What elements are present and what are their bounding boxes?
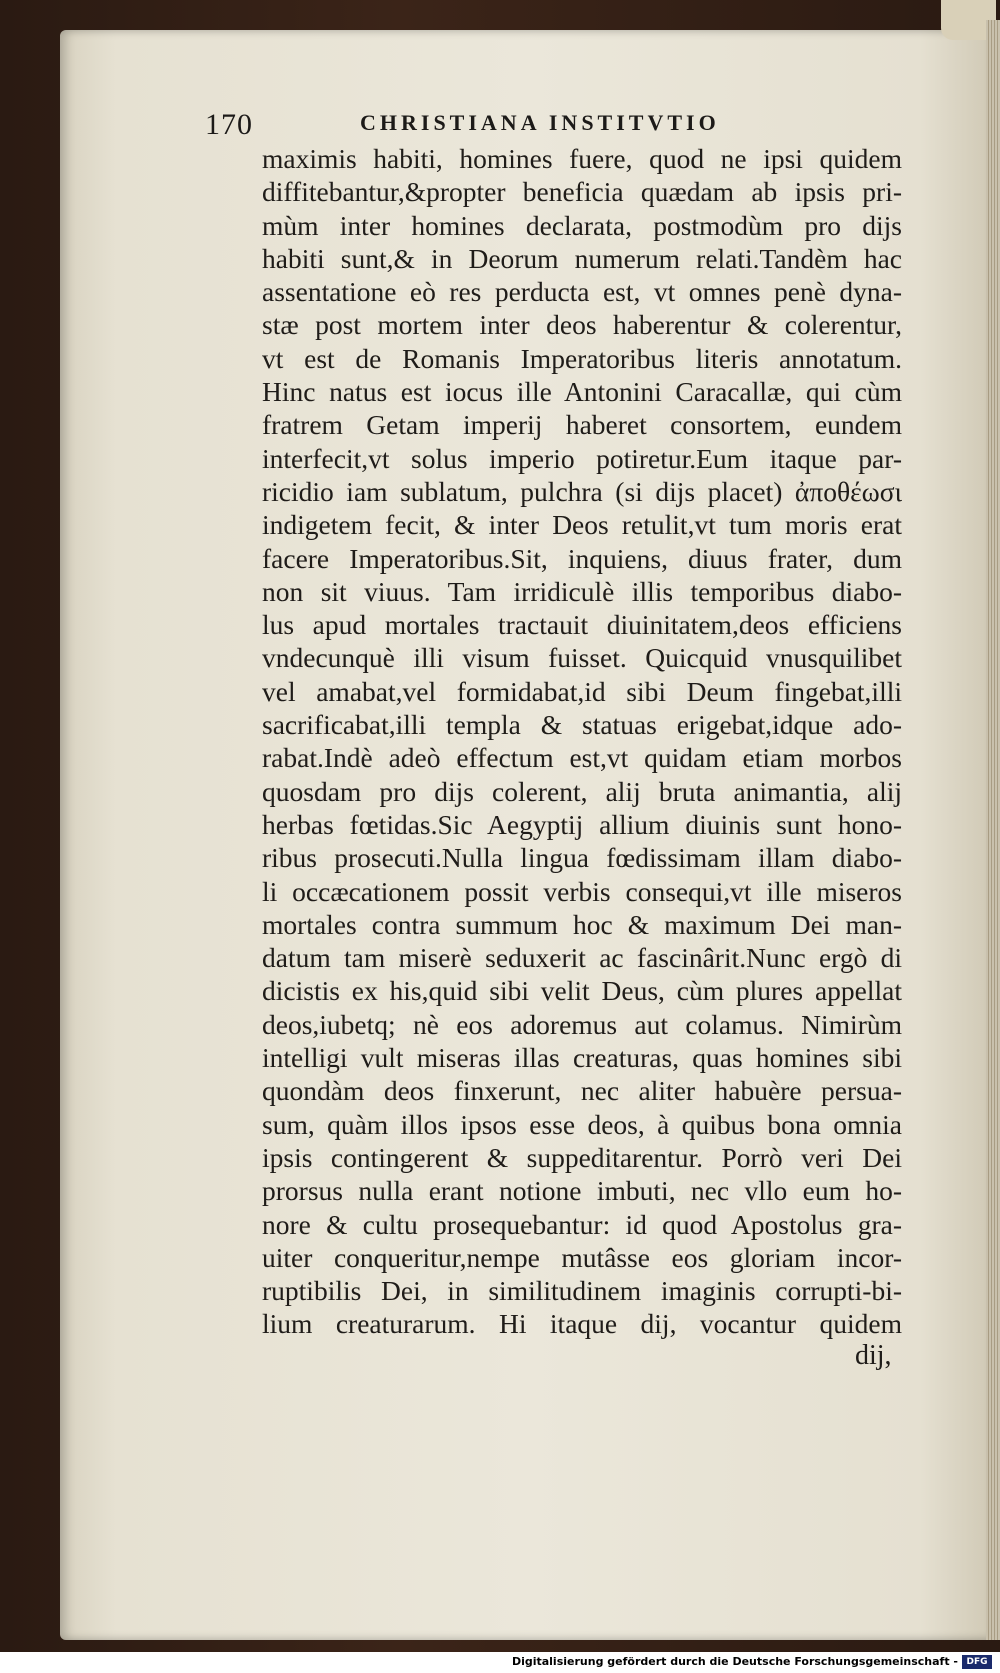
text-line: lus apud mortales tractauit diuinitatem,deos efficiens [262,609,902,641]
text-line: fratrem Getam imperij haberet consortem, eundem [262,409,902,441]
text-line: datum tam miserè seduxerit ac fascinârit.Nunc ergò di [262,942,902,974]
text-line: ricidio iam sublatum, pulchra (si dijs placet) ἀποθέωσι [262,475,902,507]
text-line: habiti sunt,& in Deorum numerum relati.Tandèm hac [262,242,902,274]
text-line: sacrificabat,illi templa & statuas erigebat,idque ado- [262,709,902,741]
text-line: lium creaturarum. Hi itaque dij, vocantur quidem [262,1308,902,1340]
catchword: dij, [855,1340,892,1371]
text-line: li occæcationem possit verbis consequi,vt ille miseros [262,875,902,907]
running-title: CHRISTIANA INSTITVTIO [360,110,720,135]
text-line: dicistis ex his,quid sibi velit Deus, cùm plures appellat [262,975,902,1007]
text-line: nore & cultu prosequebantur: id quod Apostolus gra- [262,1208,902,1240]
text-line: prorsus nulla erant notione imbuti, nec vllo eum ho- [262,1175,902,1207]
text-line: non sit viuus. Tam irridiculè illis temporibus diabo- [262,575,902,607]
text-line: stæ post mortem inter deos haberentur & colerentur, [262,309,902,341]
text-line: vel amabat,vel formidabat,id sibi Deum fingebat,illi [262,675,902,707]
text-line: assentatione eò res perducta est, vt omnes penè dyna- [262,276,902,308]
text-line: mortales contra summum hoc & maximum Dei man- [262,908,902,940]
text-line: intelligi vult miseras illas creaturas, quas homines sibi [262,1042,902,1074]
text-line: deos,iubetq; nè eos adoremus aut colamus. Nimirùm [262,1008,902,1040]
text-line: quondàm deos finxerunt, nec aliter habuère persua- [262,1075,902,1107]
text-line: maximis habiti, homines fuere, quod ne ipsi quidem [262,143,902,174]
text-line: ribus prosecuti.Nulla lingua fœdissimam illam diabo- [262,842,902,874]
text-line: quosdam pro dijs colerent, alij bruta animantia, alij [262,775,902,807]
text-line: diffitebantur,&propter beneficia quædam ab ipsis pri- [262,176,902,208]
text-line: interfecit,vt solus imperio potiretur.Eum itaque par- [262,442,902,474]
text-line: vndecunquè illi visum fuisset. Quicquid vnusquilibet [262,642,902,674]
text-line: ruptibilis Dei, in similitudinem imaginis corrupti-bi- [262,1275,902,1307]
text-line: sum, quàm illos ipsos esse deos, à quibus bona omnia [262,1108,902,1140]
body-text [262,142,902,1341]
dfg-logo: DFG [962,1655,992,1669]
text-line: mùm inter homines declarata, postmodùm pro dijs [262,209,902,241]
text-line: Hinc natus est iocus ille Antonini Caracallæ, qui cùm [262,376,902,408]
page-edge-stack [986,20,1000,1640]
text-line: rabat.Indè adeò effectum est,vt quidam etiam morbos [262,742,902,774]
text-line: herbas fœtidas.Sic Aegyptij allium diuinis sunt hono- [262,808,902,840]
text-line: indigetem fecit, & inter Deos retulit,vt tum moris erat [262,509,902,541]
footer-credit: Digitalisierung gefördert durch die Deutsche Forschungsgemeinschaft - [511,1655,958,1668]
text-line: uiter conqueritur,nempe mutâsse eos gloriam incor- [262,1241,902,1273]
digitization-footer [0,1652,1000,1673]
page-number: 170 [205,108,253,141]
text-line: facere Imperatoribus.Sit, inquiens, diuus frater, dum [262,542,902,574]
text-line: vt est de Romanis Imperatoribus literis annotatum. [262,342,902,374]
text-line: ipsis contingerent & suppeditarentur. Porrò veri Dei [262,1141,902,1173]
